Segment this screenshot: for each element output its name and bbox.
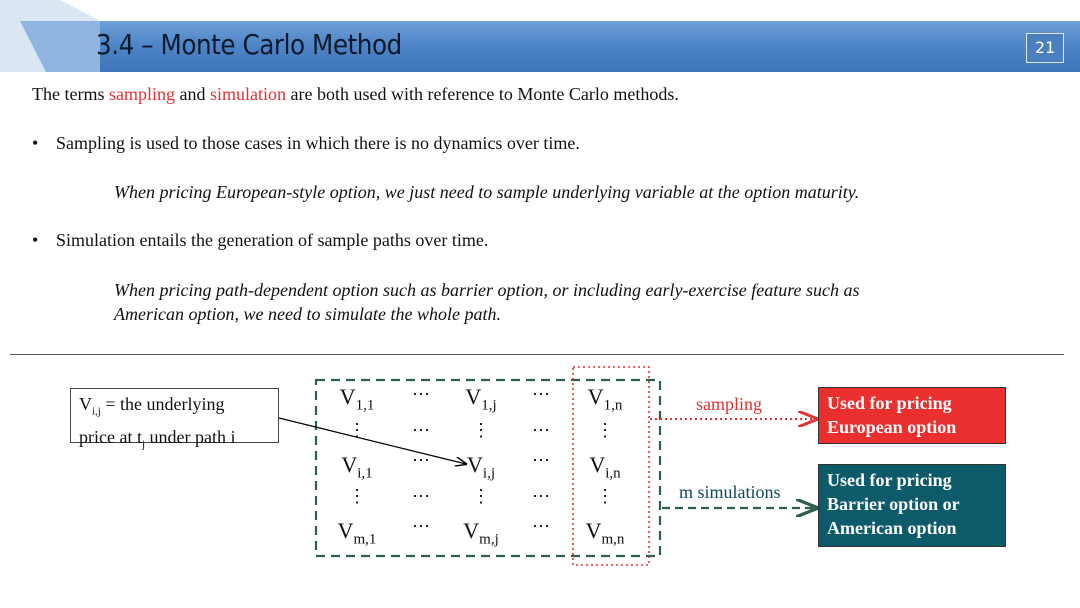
- box-line: Used for pricing: [827, 393, 952, 413]
- cell-letter: V: [465, 384, 482, 409]
- cell-sub: i,1: [357, 465, 373, 482]
- cell-v-i-j: [467, 452, 495, 482]
- cell-v-1-j: [465, 384, 496, 414]
- cell-v-1-n: [588, 384, 623, 414]
- cell-sub: 1,1: [355, 397, 375, 414]
- intro-part: and: [174, 84, 210, 104]
- cell-letter: V: [463, 518, 480, 543]
- cell-letter: V: [339, 384, 356, 409]
- term-simulation: simulation: [209, 84, 286, 104]
- cell-sub: 1,j: [481, 397, 497, 414]
- vdots: ⋮: [348, 486, 366, 506]
- def-var-sub: i,j: [92, 405, 101, 418]
- box-line: American option: [827, 518, 957, 538]
- cell-letter: V: [341, 452, 358, 477]
- cell-v-m-n: [586, 518, 625, 548]
- bullet-text: Simulation entails the generation of sample paths over time.: [56, 230, 489, 250]
- term-sampling: sampling: [108, 84, 175, 104]
- cell-v-m-j: [463, 518, 498, 548]
- hdots: ⋯: [412, 486, 430, 506]
- cell-v-m-1: [338, 518, 377, 548]
- box-line: Barrier option or: [827, 494, 960, 514]
- cell-letter: V: [589, 452, 606, 477]
- example-line: When pricing path-dependent option such as barrier option, or including early-exercise feature such as: [114, 280, 860, 300]
- box-line: European option: [827, 417, 957, 437]
- hdots: ⋯: [532, 450, 550, 470]
- cell-letter: V: [467, 452, 483, 477]
- cell-v-i-n: [589, 452, 620, 482]
- cell-v-1-1: [340, 384, 375, 414]
- vdots: ⋮: [348, 420, 366, 440]
- cell-sub: 1,n: [603, 397, 623, 414]
- cell-letter: V: [585, 518, 602, 543]
- hdots: ⋯: [412, 420, 430, 440]
- hdots: ⋯: [412, 384, 430, 404]
- page-number: 21: [1026, 33, 1064, 63]
- def-var: V: [79, 394, 92, 414]
- box-line: Used for pricing: [827, 470, 952, 490]
- european-option-box: [818, 387, 1006, 444]
- hdots: ⋯: [532, 516, 550, 536]
- def-text: under path i: [145, 426, 236, 447]
- intro-part: are both used with reference to Monte Carlo methods.: [285, 84, 679, 104]
- american-option-box: [818, 464, 1006, 547]
- cell-sub: m,n: [601, 531, 625, 548]
- hdots: ⋯: [412, 450, 430, 470]
- def-text: = the underlying: [100, 394, 225, 414]
- vdots: ⋮: [596, 486, 614, 506]
- hdots: ⋯: [412, 516, 430, 536]
- hdots: ⋯: [532, 384, 550, 404]
- cell-letter: V: [587, 384, 604, 409]
- vdots: ⋮: [472, 420, 490, 440]
- hdots: ⋯: [532, 420, 550, 440]
- hdots: ⋯: [532, 486, 550, 506]
- bullet-text: Sampling is used to those cases in which there is no dynamics over time.: [56, 133, 580, 153]
- vdots: ⋮: [596, 420, 614, 440]
- simulations-label: m simulations: [679, 482, 781, 502]
- intro-part: The terms: [32, 84, 109, 104]
- def-sub: j: [141, 438, 146, 451]
- sampling-label: sampling: [696, 394, 762, 414]
- cell-sub: i,j: [482, 465, 495, 482]
- cell-v-i-1: [341, 452, 372, 482]
- cell-sub: i,n: [605, 465, 621, 482]
- example-european: When pricing European-style option, we just need to sample underlying variable at the option maturity.: [114, 182, 860, 202]
- example-line: American option, we need to simulate the whole path.: [114, 304, 501, 324]
- vdots: ⋮: [472, 486, 490, 506]
- cell-letter: V: [337, 518, 354, 543]
- bullet-marker: •: [32, 230, 39, 250]
- cell-sub: m,j: [479, 531, 499, 548]
- bullet-marker: •: [32, 133, 39, 153]
- cell-sub: m,1: [353, 531, 377, 548]
- def-text: price at t: [79, 426, 142, 447]
- slide-title: 3.4 – Monte Carlo Method: [96, 28, 402, 61]
